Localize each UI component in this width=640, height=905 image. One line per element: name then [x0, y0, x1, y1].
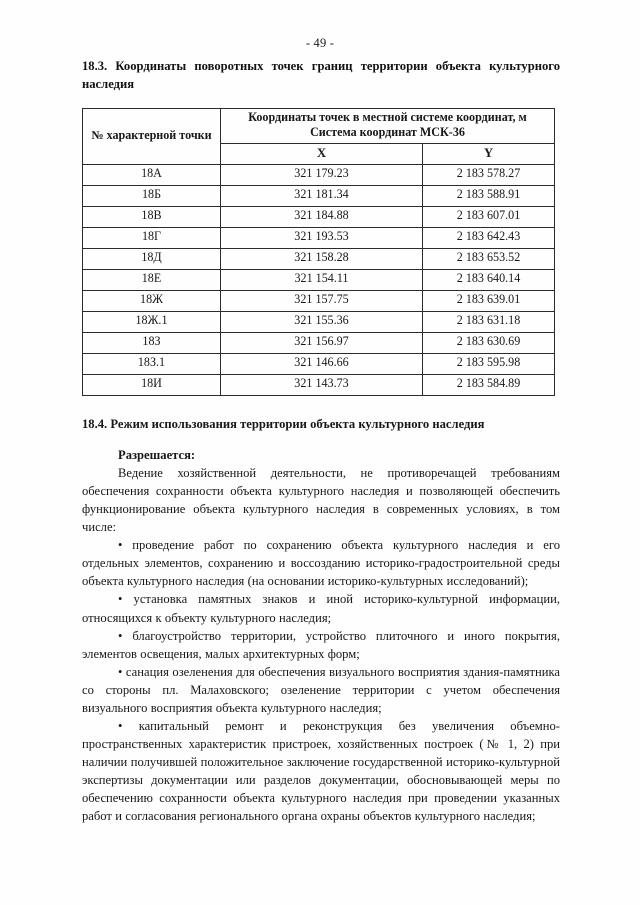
cell-x: 321 155.36: [221, 311, 423, 332]
cell-point: 18А: [83, 164, 221, 185]
cell-x: 321 158.28: [221, 248, 423, 269]
page-content: [82, 58, 560, 825]
cell-x: 321 179.23: [221, 164, 423, 185]
bullet-item: • санация озеленения для обеспечения визуального восприятия здания-памятника со стороны пл. Малаховского; озеленение территории с учетом обеспечения визуального восприятия объекта культурного наследия;: [82, 664, 560, 715]
coordinates-table: [82, 108, 555, 396]
cell-x: 321 146.66: [221, 353, 423, 374]
cell-point: 18Е: [83, 269, 221, 290]
table-row: [83, 269, 555, 290]
bullet-item: • установка памятных знаков и иной историко-культурной информации, относящихся к объекту культурного наследия;: [82, 592, 560, 625]
cell-x: 321 181.34: [221, 185, 423, 206]
section-heading-18-3: 18.3. Координаты поворотных точек границ территории объекта культурного наследия: [82, 59, 560, 91]
allowed-label: Разрешается:: [118, 447, 196, 462]
bullet-item: • благоустройство территории, устройство плиточного и иного покрытия, элементов освещения, малых архитектурных форм;: [82, 628, 560, 661]
cell-y: 2 183 607.01: [423, 206, 555, 227]
cell-point: 18З.1: [83, 353, 221, 374]
table-row: [83, 206, 555, 227]
cell-point: 18И: [83, 374, 221, 395]
cell-point: 18З: [83, 332, 221, 353]
table-header-y: Y: [423, 144, 555, 164]
bullet-list: [82, 536, 560, 825]
table-row: [83, 374, 555, 395]
table-row: [83, 164, 555, 185]
table-row: [83, 290, 555, 311]
table-header-point: № характерной точки: [83, 108, 221, 164]
cell-y: 2 183 642.43: [423, 227, 555, 248]
cell-point: 18Д: [83, 248, 221, 269]
table-header: [83, 108, 555, 164]
bullet-item: • капитальный ремонт и реконструкция без увеличения объемно-пространственных характеристик пристроек, хозяйственных построек (№ 1, 2) при наличии получившей положительное заключение государственной историко-культурной экспертизы документации или разделов документации, обосновывающей меры по обеспечению сохранности объекта культурного наследия при проведении указанных работ и согласования регионального органа охраны объектов культурного наследия;: [82, 718, 560, 824]
cell-x: 321 143.73: [221, 374, 423, 395]
table-row: [83, 185, 555, 206]
section-heading-18-4: 18.4. Режим использования территории объекта культурного наследия: [82, 416, 485, 431]
cell-y: 2 183 595.98: [423, 353, 555, 374]
paragraph-intro: Ведение хозяйственной деятельности, не противоречащей требованиям обеспечения сохранности объекта культурного наследия и позволяющей обеспечить функционирование объекта культурного наследия в современных условиях, в том числе:: [82, 466, 560, 535]
cell-point: 18Ж: [83, 290, 221, 311]
table-row: [83, 227, 555, 248]
cell-point: 18Ж.1: [83, 311, 221, 332]
cell-y: 2 183 639.01: [423, 290, 555, 311]
cell-y: 2 183 653.52: [423, 248, 555, 269]
table-header-x: X: [221, 144, 423, 164]
page-number: - 49 -: [305, 36, 335, 50]
cell-point: 18Г: [83, 227, 221, 248]
cell-point: 18В: [83, 206, 221, 227]
cell-y: 2 183 631.18: [423, 311, 555, 332]
table-header-coordinates-title: [221, 108, 555, 143]
bullet-item: • проведение работ по сохранению объекта культурного наследия и его отдельных элементов, сохранению и воссозданию историко-градостроительной среды объекта культурного наследия (на основании историко-культурных исследований);: [82, 538, 560, 589]
table-row: [83, 248, 555, 269]
cell-y: 2 183 578.27: [423, 164, 555, 185]
table-body: [83, 164, 555, 395]
cell-y: 2 183 640.14: [423, 269, 555, 290]
cell-x: 321 157.75: [221, 290, 423, 311]
table-header-row-title: [83, 108, 555, 143]
cell-x: 321 154.11: [221, 269, 423, 290]
table-row: [83, 311, 555, 332]
cell-x: 321 184.88: [221, 206, 423, 227]
cell-y: 2 183 630.69: [423, 332, 555, 353]
table-row: [83, 332, 555, 353]
cell-x: 321 193.53: [221, 227, 423, 248]
table-row: [83, 353, 555, 374]
coordinates-title-line: Координаты точек в местной системе координат, м: [248, 109, 527, 124]
cell-y: 2 183 584.89: [423, 374, 555, 395]
cell-y: 2 183 588.91: [423, 185, 555, 206]
cell-point: 18Б: [83, 185, 221, 206]
coordinates-table-wrapper: [82, 108, 560, 396]
coordinates-system-line: Система координат МСК-36: [310, 125, 465, 140]
cell-x: 321 156.97: [221, 332, 423, 353]
